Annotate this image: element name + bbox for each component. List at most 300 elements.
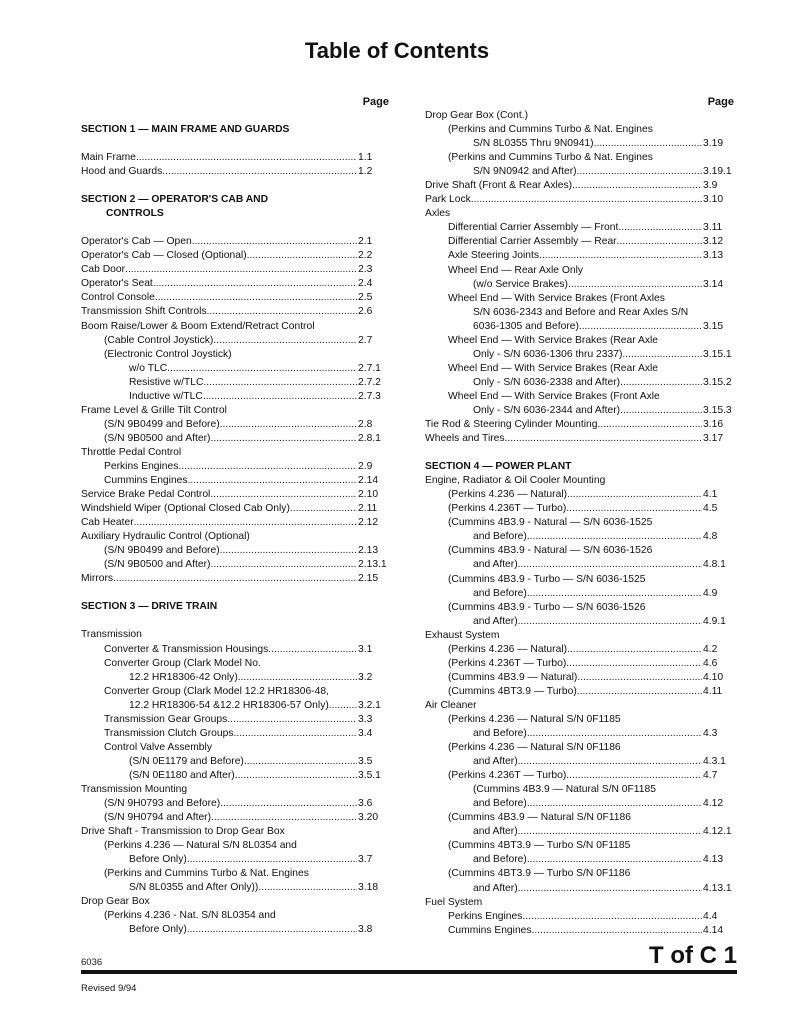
- toc-entry[interactable]: [81, 755, 389, 769]
- toc-entry-page: 2.7: [358, 334, 373, 346]
- toc-entry-page: 3.9: [703, 180, 718, 192]
- toc-heading-line: (Perkins and Cummins Turbo & Nat. Engines: [448, 124, 653, 136]
- dot-leader: [577, 671, 702, 685]
- dot-leader: [187, 853, 357, 867]
- dot-leader: [471, 193, 702, 207]
- toc-entry[interactable]: [425, 853, 734, 867]
- toc-entry-title: S/N 9N0942 and After): [473, 166, 577, 178]
- toc-entry-title: (S/N 9B0500 and After): [104, 432, 211, 444]
- toc-entry[interactable]: [425, 882, 734, 896]
- toc-entry[interactable]: [81, 769, 389, 783]
- toc-entry[interactable]: [81, 263, 389, 277]
- toc-heading-line: Air Cleaner: [425, 699, 477, 711]
- dot-leader: [620, 404, 702, 418]
- toc-entry-page: 4.4: [703, 910, 718, 922]
- toc-entry-title: 12.2 HR18306-54 &12.2 HR18306-57 Only): [129, 699, 329, 711]
- toc-entry-page: 2.7.3: [358, 390, 381, 402]
- section-heading-continuation: CONTROLS: [106, 208, 164, 220]
- toc-entry[interactable]: [81, 516, 389, 530]
- toc-heading-line: Frame Level & Grille Tilt Control: [81, 404, 227, 416]
- toc-entry-title: Tie Rod & Steering Cylinder Mounting: [425, 419, 598, 431]
- toc-entry[interactable]: [81, 235, 389, 249]
- toc-entry-page: 2.8: [358, 418, 373, 430]
- dot-leader: [620, 376, 702, 390]
- toc-entry-page: 3.2.1: [358, 699, 381, 711]
- toc-entry-title: (S/N 0E1180 and After): [129, 769, 235, 781]
- dot-leader: [203, 390, 357, 404]
- toc-entry-page: 4.13: [703, 854, 724, 866]
- toc-entry[interactable]: [81, 923, 389, 937]
- toc-entry[interactable]: [425, 488, 734, 502]
- section-heading-text: SECTION 2 — OPERATOR'S CAB AND: [81, 194, 269, 206]
- toc-entry-page: 3.3: [358, 713, 373, 725]
- toc-entry-title: (Cummins 4B3.9 — Natural): [448, 671, 578, 683]
- toc-heading-line: Wheel End — With Service Brakes (Rear Axle: [448, 334, 659, 346]
- toc-entry-page: 4.9.1: [703, 615, 726, 627]
- toc-entry-title: (S/N 0E1179 and Before): [129, 755, 244, 767]
- toc-heading-line: (Perkins and Cummins Turbo & Nat. Engines: [448, 152, 653, 164]
- toc-entry-page: 3.15.2: [703, 376, 732, 388]
- toc-entry[interactable]: [425, 376, 734, 390]
- toc-entry[interactable]: [425, 432, 734, 446]
- toc-entry[interactable]: [81, 797, 389, 811]
- page-column-header: Page: [707, 96, 734, 108]
- toc-entry[interactable]: [425, 502, 734, 516]
- toc-entry-page: 2.12: [358, 517, 379, 529]
- toc-entry-title: (Cummins 4BT3.9 — Turbo): [448, 685, 577, 697]
- toc-entry[interactable]: [81, 671, 389, 685]
- toc-heading-line: Boom Raise/Lower & Boom Extend/Retract Control: [81, 320, 315, 332]
- dot-leader: [247, 249, 357, 263]
- toc-entry-page: 3.16: [703, 419, 724, 431]
- toc-entry-page: 2.10: [358, 489, 379, 501]
- toc-entry-title: and After): [473, 882, 518, 894]
- dot-leader: [617, 235, 702, 249]
- toc-entry-title: Transmission Clutch Groups: [104, 727, 234, 739]
- dot-leader: [518, 615, 702, 629]
- dot-leader: [213, 334, 357, 348]
- toc-entry[interactable]: [81, 558, 389, 572]
- toc-entry[interactable]: [81, 249, 389, 263]
- dot-leader: [527, 727, 702, 741]
- dot-leader: [244, 755, 357, 769]
- toc-entry-title: Only - S/N 6036-2338 and After): [473, 376, 621, 388]
- toc-entry-page: 2.11: [358, 503, 378, 515]
- toc-entry[interactable]: [81, 277, 389, 291]
- toc-entry-page: 4.8: [703, 531, 718, 543]
- toc-entry-page: 3.14: [703, 278, 724, 290]
- toc-entry-title: Differential Carrier Assembly — Rear: [448, 236, 617, 248]
- toc-entry[interactable]: [81, 853, 389, 867]
- toc-entry[interactable]: [425, 235, 734, 249]
- dot-leader: [532, 924, 702, 938]
- toc-entry-page: 2.8.1: [358, 432, 381, 444]
- toc-entry-title: (S/N 9B0499 and Before): [104, 545, 220, 557]
- toc-entry[interactable]: [81, 151, 389, 165]
- toc-entry-page: 4.2: [703, 643, 718, 655]
- toc-entry[interactable]: [81, 460, 389, 474]
- toc-entry[interactable]: [425, 249, 734, 263]
- toc-entry[interactable]: [425, 685, 734, 699]
- toc-entry[interactable]: [425, 418, 734, 432]
- toc-entry[interactable]: [81, 362, 389, 376]
- toc-entry-title: Mirrors: [81, 573, 114, 585]
- toc-entry-title: and After): [473, 559, 518, 571]
- toc-entry-title: Cummins Engines: [448, 924, 532, 936]
- toc-entry[interactable]: [425, 320, 734, 334]
- toc-entry-page: 4.9: [703, 587, 718, 599]
- document-number: 6036: [81, 957, 103, 968]
- toc-entry-title: Differential Carrier Assembly — Front: [448, 222, 619, 234]
- toc-entry[interactable]: [81, 572, 389, 586]
- toc-heading-line: (Cummins 4B3.9 — Natural S/N 0F1186: [448, 812, 631, 824]
- toc-entry-title: (S/N 9B0500 and After): [104, 559, 211, 571]
- toc-heading-line: (Cummins 4B3.9 — Natural S/N 0F1185: [473, 784, 656, 796]
- toc-entry-title: Operator's Seat: [81, 278, 153, 290]
- toc-entry-page: 2.3: [358, 264, 373, 276]
- toc-entry-page: 3.10: [703, 194, 724, 206]
- toc-heading-line: (Cummins 4B3.9 - Turbo — S/N 6036-1526: [448, 601, 646, 613]
- dot-leader: [577, 685, 702, 699]
- toc-entry-page: 1.2: [358, 166, 373, 178]
- toc-entry-page: 3.15.1: [703, 348, 732, 360]
- toc-entry-title: Transmission Shift Controls: [81, 306, 207, 318]
- toc-left-column: [81, 95, 389, 937]
- dot-leader: [153, 277, 357, 291]
- toc-entry[interactable]: [425, 727, 734, 741]
- toc-entry[interactable]: [425, 348, 734, 362]
- toc-entry[interactable]: [81, 334, 389, 348]
- toc-entry-page: 4.11: [703, 685, 723, 697]
- toc-entry-page: 3.19.1: [703, 166, 732, 178]
- toc-entry-page: 2.7.1: [358, 362, 381, 374]
- dot-leader: [238, 671, 357, 685]
- toc-entry-page: 4.12.1: [703, 826, 732, 838]
- dot-leader: [136, 151, 357, 165]
- toc-entry-title: Windshield Wiper (Optional Closed Cab Only): [81, 503, 290, 515]
- toc-heading-line: Auxiliary Hydraulic Control (Optional): [81, 531, 250, 543]
- dot-leader: [527, 797, 702, 811]
- dot-leader: [220, 544, 357, 558]
- toc-entry-page: 3.12: [703, 236, 724, 248]
- toc-entry-title: Only - S/N 6036-2344 and After): [473, 404, 621, 416]
- toc-entry-page: 2.7.2: [358, 376, 381, 388]
- toc-entry-page: 2.13: [358, 545, 379, 557]
- dot-leader: [329, 699, 357, 713]
- toc-entry[interactable]: [81, 699, 389, 713]
- toc-entry[interactable]: [81, 291, 389, 305]
- toc-entry[interactable]: [425, 193, 734, 207]
- toc-heading-line: Engine, Radiator & Oil Cooler Mounting: [425, 475, 606, 487]
- dot-leader: [187, 923, 357, 937]
- toc-entry-title: 12.2 HR18306-42 Only): [129, 671, 238, 683]
- dot-leader: [518, 882, 702, 896]
- toc-entry-title: Operator's Cab — Closed (Optional): [81, 250, 247, 262]
- toc-entry-page: 4.7: [703, 770, 718, 782]
- dot-leader: [567, 643, 702, 657]
- toc-entry-page: 2.9: [358, 460, 373, 472]
- dot-leader: [594, 137, 702, 151]
- toc-heading-line: Transmission: [81, 629, 142, 641]
- dot-leader: [522, 910, 702, 924]
- toc-entry-title: and After): [473, 615, 518, 627]
- toc-entry[interactable]: [81, 488, 389, 502]
- toc-entry-page: 2.4: [358, 278, 373, 290]
- dot-leader: [567, 488, 702, 502]
- toc-entry-title: (Cable Control Joystick): [104, 334, 214, 346]
- toc-entry[interactable]: [425, 643, 734, 657]
- toc-heading-line: Wheel End — Rear Axle Only: [448, 264, 584, 276]
- toc-entry-title: Axle Steering Joints: [448, 250, 540, 262]
- toc-entry-page: 3.19: [703, 138, 724, 150]
- toc-entry-page: 3.15: [703, 320, 724, 332]
- toc-entry-title: Operator's Cab — Open: [81, 236, 192, 248]
- dot-leader: [155, 291, 357, 305]
- toc-entry-page: 2.15: [358, 573, 379, 585]
- toc-entry-title: (S/N 9H0794 and After): [104, 812, 212, 824]
- toc-entry-page: 3.20: [358, 812, 379, 824]
- dot-leader: [566, 657, 702, 671]
- toc-entry-page: 3.15.3: [703, 404, 732, 416]
- toc-entry[interactable]: [81, 305, 389, 319]
- toc-heading-line: Transmission Mounting: [81, 783, 188, 795]
- toc-entry-title: and After): [473, 826, 518, 838]
- toc-entry-title: Main Frame: [81, 152, 136, 164]
- toc-entry[interactable]: [81, 811, 389, 825]
- dot-leader: [622, 348, 702, 362]
- toc-entry[interactable]: [81, 713, 389, 727]
- toc-entry[interactable]: [425, 587, 734, 601]
- section-heading: [81, 123, 389, 137]
- dot-leader: [113, 572, 357, 586]
- toc-entry[interactable]: [81, 432, 389, 446]
- dot-leader: [597, 418, 702, 432]
- page-column-header: Page: [362, 96, 389, 108]
- toc-entry-title: Drive Shaft (Front & Rear Axles): [425, 180, 573, 192]
- toc-entry-page: 3.17: [703, 433, 724, 445]
- toc-entry-title: Cummins Engines: [104, 475, 188, 487]
- toc-entry[interactable]: [425, 221, 734, 235]
- toc-right-column: [425, 95, 734, 938]
- toc-heading-line: (Cummins 4B3.9 - Natural — S/N 6036-1525: [448, 517, 653, 529]
- toc-entry-title: Converter & Transmission Housings: [104, 643, 269, 655]
- toc-entry-title: Wheels and Tires: [425, 433, 505, 445]
- dot-leader: [568, 278, 702, 292]
- toc-entry-title: Hood and Guards: [81, 166, 163, 178]
- footer-divider: [81, 970, 737, 974]
- toc-entry-title: S/N 8L0355 and After Only)): [129, 882, 259, 894]
- dot-leader: [258, 881, 357, 895]
- toc-entry-page: 3.8: [358, 924, 373, 936]
- toc-entry-title: Cab Heater: [81, 517, 134, 529]
- toc-entry-page: 2.2: [358, 250, 373, 262]
- toc-heading-line: (Perkins and Cummins Turbo & Nat. Engines: [104, 868, 309, 880]
- toc-entry-title: Park Lock: [425, 194, 471, 206]
- section-heading-text: SECTION 1 — MAIN FRAME AND GUARDS: [81, 124, 290, 135]
- toc-entry-page: 2.1: [358, 236, 373, 248]
- toc-entry-page: 3.5: [358, 755, 373, 767]
- toc-entry-page: 4.12: [703, 798, 724, 810]
- toc-heading-line: (Cummins 4BT3.9 — Turbo S/N 0F1186: [448, 868, 631, 880]
- toc-entry-page: 3.13: [703, 250, 724, 262]
- toc-heading-line: (Perkins 4.236 — Natural S/N 8L0354 and: [104, 840, 297, 852]
- dot-leader: [220, 797, 357, 811]
- toc-entry-title: (Perkins 4.236T — Turbo): [448, 770, 567, 782]
- section-heading: [425, 460, 734, 474]
- toc-entry[interactable]: [425, 657, 734, 671]
- toc-entry-page: 3.6: [358, 798, 373, 810]
- toc-entry[interactable]: [425, 671, 734, 685]
- dot-leader: [234, 727, 357, 741]
- toc-entry-title: Perkins Engines: [104, 460, 179, 472]
- dot-leader: [178, 460, 357, 474]
- toc-entry-title: Perkins Engines: [448, 910, 523, 922]
- toc-entry-page: 3.11: [703, 222, 723, 234]
- toc-entry[interactable]: [81, 376, 389, 390]
- toc-entry[interactable]: [425, 825, 734, 839]
- toc-entry[interactable]: [81, 544, 389, 558]
- revision-note: Revised 9/94: [81, 983, 137, 994]
- toc-entry-title: Before Only): [129, 924, 187, 936]
- toc-heading-line: (Perkins 4.236 — Natural S/N 0F1186: [448, 742, 621, 754]
- toc-heading-line: Wheel End — With Service Brakes (Front Axles: [448, 292, 665, 304]
- toc-heading-line: S/N 6036-2343 and Before and Rear Axles S/N: [473, 306, 689, 318]
- dot-leader: [235, 769, 357, 783]
- dot-leader: [125, 263, 357, 277]
- toc-entry-page: 2.6: [358, 306, 373, 318]
- dot-leader: [566, 769, 702, 783]
- toc-heading-line: Converter Group (Clark Model 12.2 HR18306-48,: [104, 685, 329, 697]
- dot-leader: [577, 165, 702, 179]
- toc-entry-title: and After): [473, 756, 518, 768]
- toc-entry-page: 2.5: [358, 292, 373, 304]
- toc-entry-page: 4.5: [703, 503, 718, 515]
- dot-leader: [518, 755, 702, 769]
- toc-entry[interactable]: [425, 530, 734, 544]
- dot-leader: [527, 853, 702, 867]
- toc-entry[interactable]: [81, 881, 389, 895]
- toc-heading-line: Fuel System: [425, 896, 483, 908]
- dot-leader: [188, 474, 357, 488]
- toc-entry-title: Resistive w/TLC: [129, 376, 204, 388]
- toc-entry[interactable]: [425, 558, 734, 572]
- dot-leader: [268, 643, 357, 657]
- toc-entry-page: 4.13.1: [703, 882, 732, 894]
- toc-entry[interactable]: [425, 404, 734, 418]
- toc-heading-line: Converter Group (Clark Model No.: [104, 657, 261, 669]
- toc-entry-title: and Before): [473, 854, 527, 866]
- toc-entry-page: 4.1: [703, 489, 718, 501]
- toc-entry[interactable]: [425, 924, 734, 938]
- section-heading: [81, 193, 389, 221]
- dot-leader: [572, 179, 702, 193]
- dot-leader: [505, 432, 702, 446]
- dot-leader: [290, 502, 357, 516]
- toc-heading-line: (Perkins 4.236 — Natural S/N 0F1185: [448, 713, 621, 725]
- toc-entry[interactable]: [425, 615, 734, 629]
- toc-entry[interactable]: [425, 278, 734, 292]
- dot-leader: [527, 587, 702, 601]
- toc-entry-title: (Perkins 4.236T — Turbo): [448, 503, 567, 515]
- toc-entry[interactable]: [81, 727, 389, 741]
- toc-entry-page: 4.3: [703, 728, 718, 740]
- toc-heading-line: Drive Shaft - Transmission to Drop Gear Box: [81, 826, 285, 838]
- toc-entry[interactable]: [425, 755, 734, 769]
- toc-entry[interactable]: [425, 179, 734, 193]
- page-title: Table of Contents: [304, 38, 490, 63]
- toc-entry-title: (S/N 9H0793 and Before): [104, 798, 221, 810]
- dot-leader: [203, 376, 357, 390]
- toc-heading-line: Wheel End — With Service Brakes (Rear Axle: [448, 362, 659, 374]
- toc-heading-line: (Electronic Control Joystick): [104, 348, 232, 360]
- toc-heading-line: Wheel End — With Service Brakes (Front Axle: [448, 390, 660, 402]
- section-heading-text: SECTION 3 — DRIVE TRAIN: [81, 601, 218, 613]
- toc-entry-page: 3.18: [358, 882, 379, 894]
- toc-entry-title: and Before): [473, 587, 527, 599]
- dot-leader: [162, 165, 357, 179]
- toc-entry-title: Control Console: [81, 292, 155, 304]
- dot-leader: [227, 713, 357, 727]
- dot-leader: [539, 249, 702, 263]
- toc-entry[interactable]: [81, 474, 389, 488]
- toc-entry-page: 2.13.1: [358, 559, 387, 571]
- dot-leader: [210, 488, 357, 502]
- page-label: T of C 1: [649, 942, 737, 969]
- section-heading-text: SECTION 4 — POWER PLANT: [425, 461, 572, 473]
- toc-heading-line: Control Valve Assembly: [104, 741, 212, 753]
- toc-entry[interactable]: [81, 502, 389, 516]
- toc-entry-title: w/o TLC: [129, 362, 168, 374]
- toc-entry-title: Only - S/N 6036-1306 thru 2337): [473, 348, 623, 360]
- dot-leader: [527, 530, 702, 544]
- toc-entry-title: (w/o Service Brakes): [473, 278, 568, 290]
- dot-leader: [134, 516, 357, 530]
- toc-entry[interactable]: [425, 137, 734, 151]
- dot-leader: [210, 432, 357, 446]
- toc-entry[interactable]: [425, 797, 734, 811]
- dot-leader: [167, 362, 357, 376]
- toc-entry-title: (S/N 9B0499 and Before): [104, 418, 220, 430]
- toc-entry-title: Cab Door: [81, 264, 126, 276]
- toc-entry-title: (Perkins 4.236T — Turbo): [448, 657, 567, 669]
- toc-entry[interactable]: [81, 165, 389, 179]
- toc-entry[interactable]: [81, 418, 389, 432]
- toc-heading-line: Drop Gear Box (Cont.): [425, 110, 529, 121]
- toc-entry-page: 4.3.1: [703, 756, 726, 768]
- toc-entry-page: 3.5.1: [358, 769, 381, 781]
- toc-entry-title: (Perkins 4.236 — Natural): [448, 643, 568, 655]
- dot-leader: [210, 558, 357, 572]
- dot-leader: [579, 320, 702, 334]
- toc-entry[interactable]: [81, 390, 389, 404]
- toc-heading-line: (Cummins 4BT3.9 — Turbo S/N 0F1185: [448, 840, 631, 852]
- toc-entry-title: Transmission Gear Groups: [104, 713, 228, 725]
- dot-leader: [518, 558, 702, 572]
- toc-entry[interactable]: [81, 643, 389, 657]
- toc-entry-page: 3.2: [358, 671, 373, 683]
- dot-leader: [566, 502, 702, 516]
- toc-heading-line: Exhaust System: [425, 629, 500, 641]
- toc-entry[interactable]: [425, 910, 734, 924]
- toc-entry-page: 4.10: [703, 671, 724, 683]
- toc-heading-line: Axles: [425, 208, 451, 220]
- toc-entry-title: and Before): [473, 728, 527, 740]
- dot-leader: [220, 418, 357, 432]
- dot-leader: [618, 221, 702, 235]
- toc-entry[interactable]: [425, 165, 734, 179]
- toc-entry-title: Inductive w/TLC: [129, 390, 203, 402]
- toc-entry[interactable]: [425, 769, 734, 783]
